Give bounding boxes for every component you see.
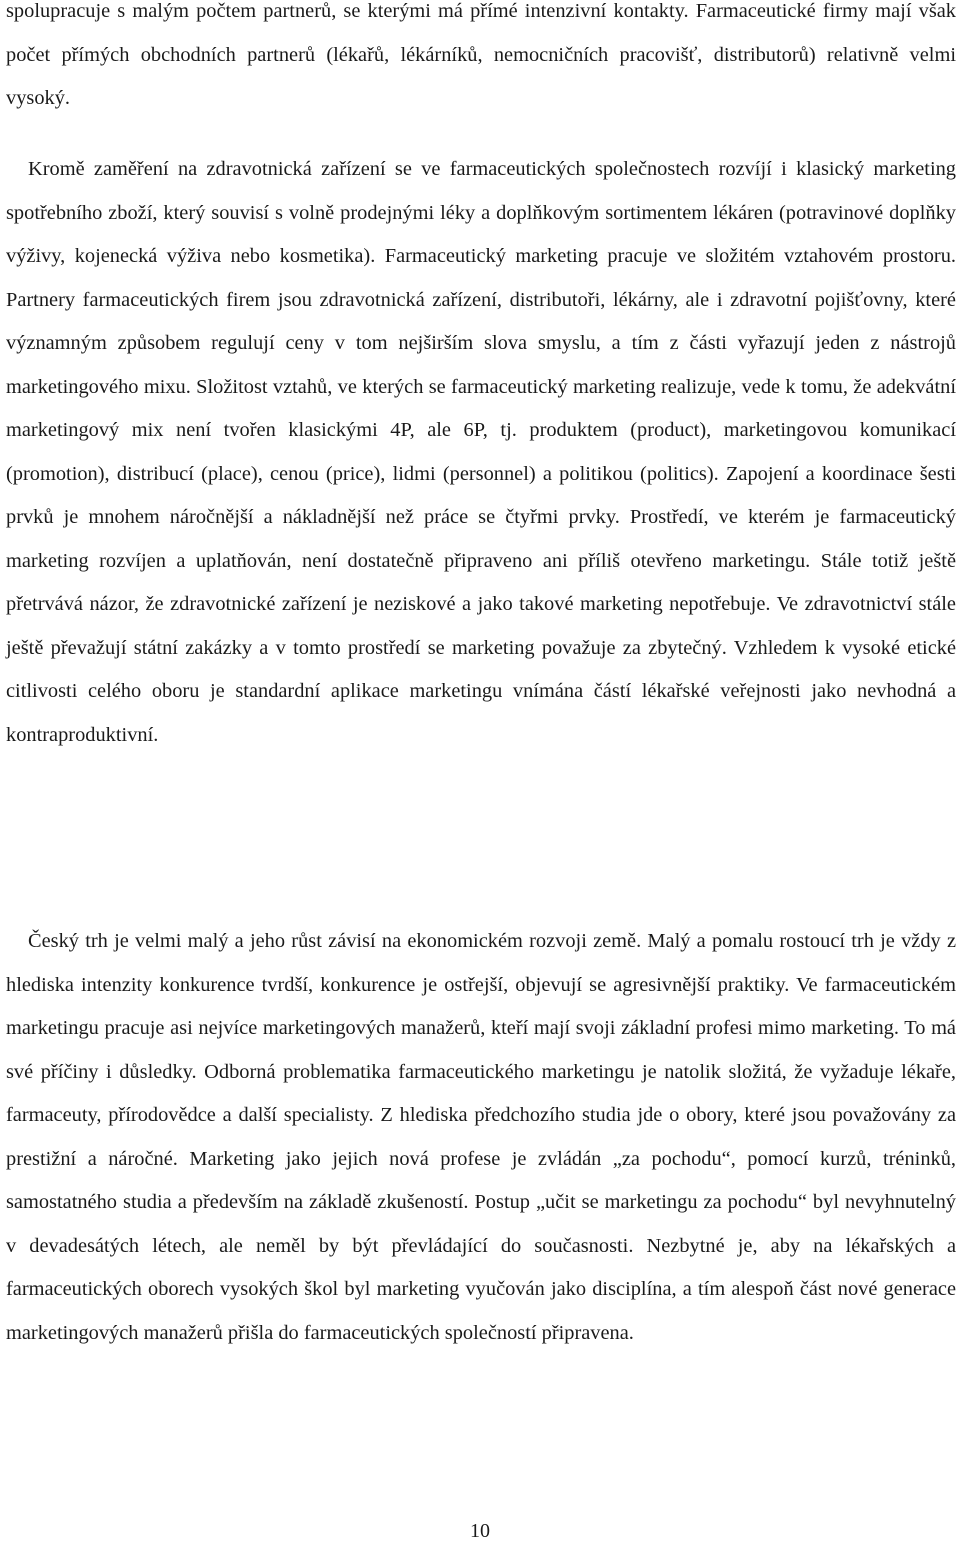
page-number: 10 <box>470 1520 490 1542</box>
paragraph-czech-market: Český trh je velmi malý a jeho růst závisí na ekonomickém rozvoji země. Malý a pomalu rostoucí trh je vždy z hlediska intenzity konkurence tvrdší, konkurence je ostřejší, objevují se agresivnější praktiky. Ve farmaceutickém marketingu pracuje asi nejvíce marketingových manažerů, kteří mají svoji základní profesi mimo marketing. To má své příčiny i důsledky. Odborná problematika farmaceutického marketingu je natolik složitá, že vyžaduje lékaře, farmaceuty, přírodovědce a další specialisty. Z hlediska předchozího studia jde o obory, které jsou považovány za prestižní a náročné. Marketing jako jejich nová profese je zvládán „za pochodu“, pomocí kurzů, tréninků, samostatného studia a především na základě zkušeností. Postup „učit se marketingu za pochodu“ byl nevyhnutelný v devadesátých létech, ale neměl by být převládající do současnosti. Nezbytné je, aby na lékařských a farmaceutických oborech vysokých škol byl marketing vyučován jako disciplína, a tím alespoň část nové generace marketingových manažerů přišla do farmaceutických společností připravena. <box>6 930 956 1344</box>
paragraph-pharma-marketing: Kromě zaměření na zdravotnická zařízení se ve farmaceutických společnostech rozvíjí i klasický marketing spotřebního zboží, který souvisí s volně prodejnými léky a doplňkovým sortimentem lékáren (potravinové doplňky výživy, kojenecká výživa nebo kosmetika). Farmaceutický marketing pracuje ve složitém vztahovém prostoru. Partnery farmaceutických firem jsou zdravotnická zařízení, distributoři, lékárny, ale i zdravotní pojišťovny, které významným způsobem regulují ceny v tom nejširším slova smyslu, a tím z části vyřazují jeden z nástrojů marketingového mixu. Složitost vztahů, ve kterých se farmaceutický marketing realizuje, vede k tomu, že adekvátní marketingový mix není tvořen klasickými 4P, ale 6P, tj. produktem (product), marketingovou komunikací (promotion), distribucí (place), cenou (price), lidmi (personnel) a politikou (politics). Zapojení a koordinace šesti prvků je mnohem náročnější a nákladnější než práce se čtyřmi prvky. Prostředí, ve kterém je farmaceutický marketing rozvíjen a uplatňován, není dostatečně připraveno ani příliš otevřeno marketingu. Stále totiž ještě přetrvává názor, že zdravotnické zařízení je neziskové a jako takové marketing nepotřebuje. Ve zdravotnictví stále ještě převažují státní zakázky a v tomto prostředí se marketing považuje za zbytečný. Vzhledem k vysoké etické citlivosti celého oboru je standardní aplikace marketingu vnímána částí lékařské veřejnosti jako nevhodná a kontraproduktivní. <box>6 158 956 746</box>
paragraph-continuation: spolupracuje s malým počtem partnerů, se kterými má přímé intenzivní kontakty. Farmaceutické firmy mají však počet přímých obchodních partnerů (lékařů, lékárníků, nemocničních pracovišť, distributorů) relativně velmi vysoký. <box>6 0 956 109</box>
